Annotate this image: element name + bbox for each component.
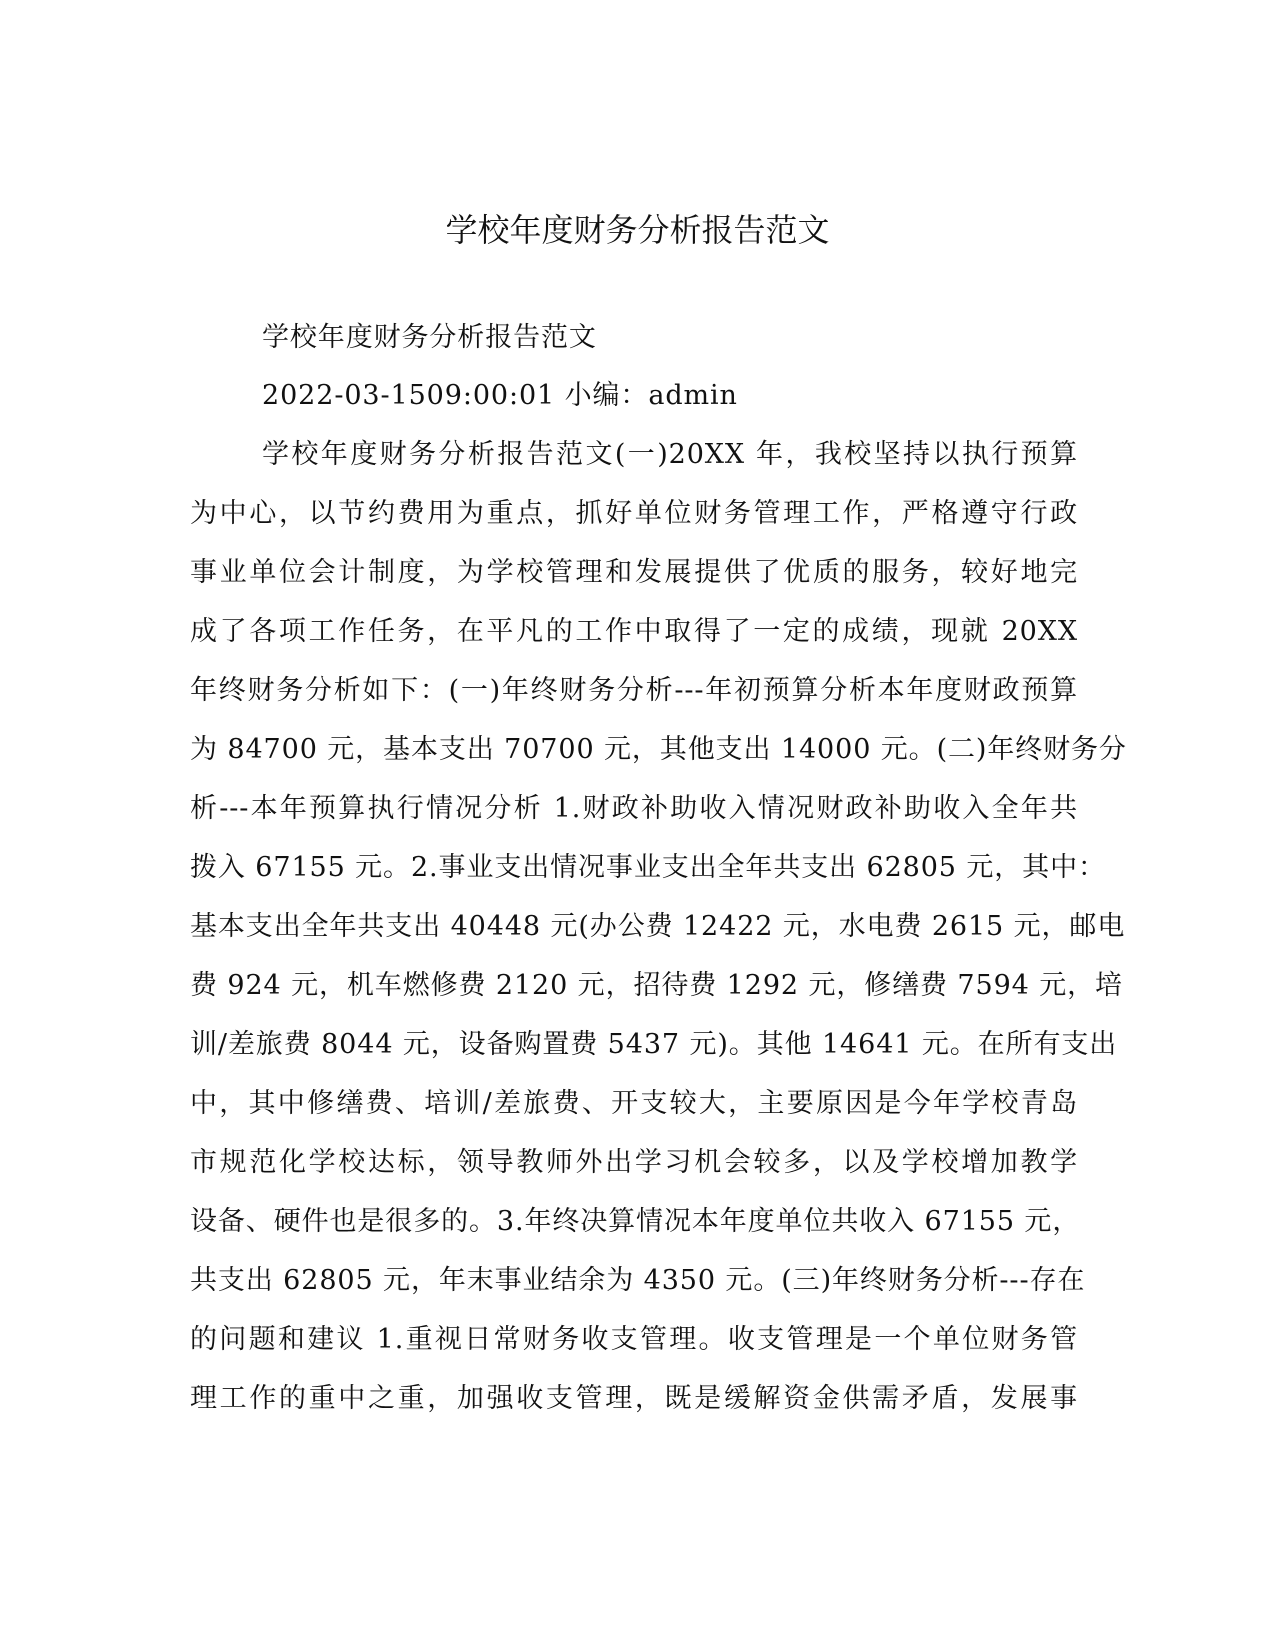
body-line: 市规范化学校达标，领导教师外出学习机会较多，以及学校增加教学 xyxy=(190,1147,1078,1178)
body-line: 的问题和建议 1.重视日常财务收支管理。收支管理是一个单位财务管 xyxy=(190,1324,1078,1355)
body-line: 训/差旅费 8044 元，设备购置费 5437 元)。其他 14641 元。在所有支出 xyxy=(190,1029,1118,1060)
document-subtitle: 学校年度财务分析报告范文 xyxy=(262,322,597,353)
body-line: 理工作的重中之重，加强收支管理，既是缓解资金供需矛盾，发展事 xyxy=(190,1383,1078,1414)
body-line: 为 84700 元，基本支出 70700 元，其他支出 14000 元。(二)年终财务分 xyxy=(190,734,1127,765)
body-line: 中，其中修缮费、培训/差旅费、开支较大，主要原因是今年学校青岛 xyxy=(190,1088,1078,1119)
body-line: 析---本年预算执行情况分析 1.财政补助收入情况财政补助收入全年共 xyxy=(190,793,1078,824)
body-line: 共支出 62805 元，年末事业结余为 4350 元。(三)年终财务分析---存在 xyxy=(190,1265,1086,1296)
document-meta: 2022-03-1509:00:01 小编：admin xyxy=(262,380,738,411)
body-line: 基本支出全年共支出 40448 元(办公费 12422 元，水电费 2615 元，邮电 xyxy=(190,911,1126,942)
body-line: 年终财务分析如下：(一)年终财务分析---年初预算分析本年度财政预算 xyxy=(190,675,1078,706)
body-line: 成了各项工作任务，在平凡的工作中取得了一定的成绩，现就 20XX xyxy=(190,616,1078,647)
body-line: 拨入 67155 元。2.事业支出情况事业支出全年共支出 62805 元，其中： xyxy=(190,852,1106,883)
body-line: 事业单位会计制度，为学校管理和发展提供了优质的服务，较好地完 xyxy=(190,557,1078,588)
body-line: 学校年度财务分析报告范文(一)20XX 年，我校坚持以执行预算 xyxy=(262,439,1078,470)
body-line: 为中心，以节约费用为重点，抓好单位财务管理工作，严格遵守行政 xyxy=(190,498,1078,529)
body-line: 设备、硬件也是很多的。3.年终决算情况本年度单位共收入 67155 元， xyxy=(190,1206,1081,1237)
document-title: 学校年度财务分析报告范文 xyxy=(445,211,830,249)
body-line: 费 924 元，机车燃修费 2120 元，招待费 1292 元，修缮费 7594 元，培 xyxy=(190,970,1123,1001)
